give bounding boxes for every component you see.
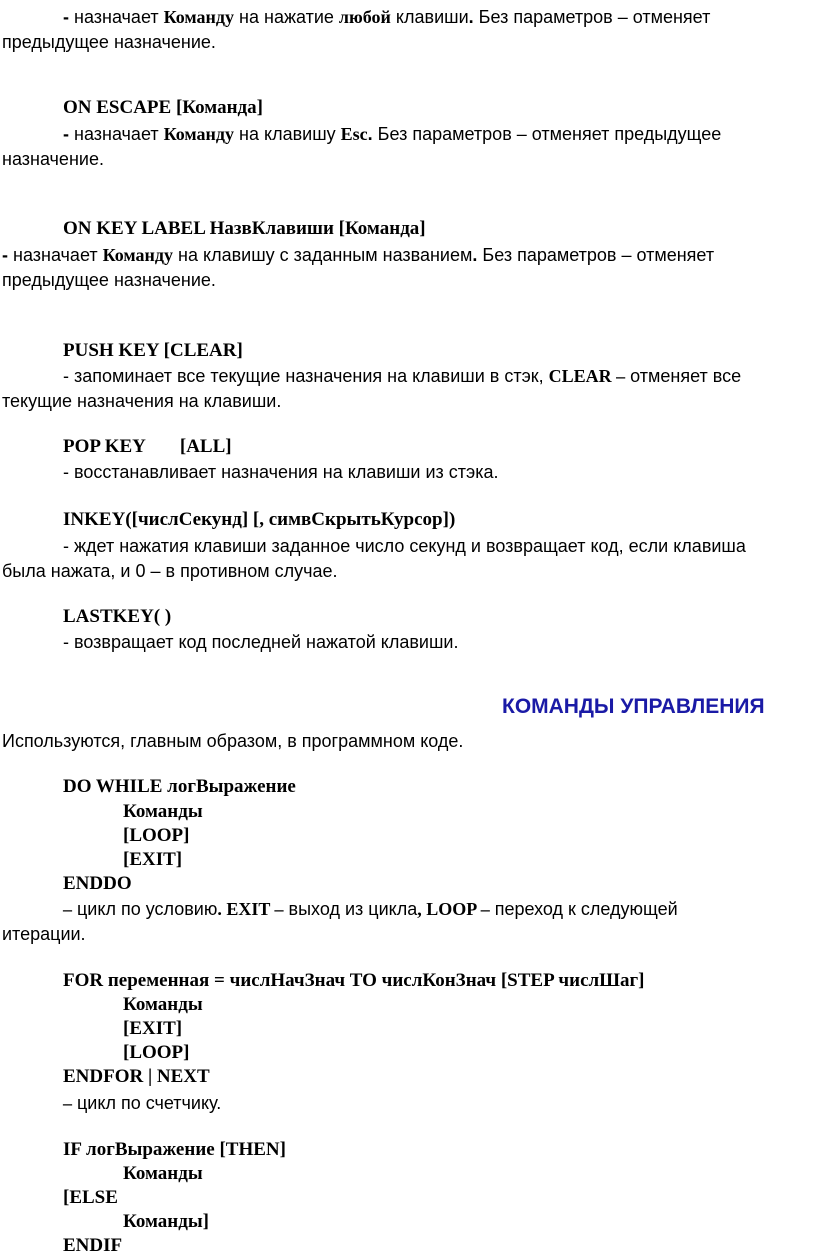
text: Без параметров – отменяет: [473, 7, 711, 27]
command-heading: ON KEY LABEL НазвКлавиши [Команда]: [63, 218, 426, 239]
command-heading: LASTKEY( ): [63, 606, 172, 627]
code-line: [LOOP]: [123, 1042, 190, 1063]
text: .: [468, 7, 474, 27]
text: цикл по условию: [72, 899, 218, 919]
text-line: была нажата, и 0 – в противном случае.: [2, 561, 338, 581]
text: назначает: [74, 7, 164, 27]
keyword: CLEAR –: [548, 366, 626, 386]
keyword: Команду: [163, 7, 235, 27]
text: отменяет все: [625, 366, 742, 386]
command-heading: PUSH KEY [CLEAR]: [63, 340, 243, 361]
text-line: [63, 898, 678, 920]
text-line: предыдущее назначение.: [2, 270, 216, 290]
code-line: ENDFOR | NEXT: [63, 1066, 210, 1087]
code-line: ENDIF: [63, 1235, 123, 1256]
code-line: Команды: [123, 994, 203, 1015]
text: Без параметров – отменяет предыдущее: [372, 124, 722, 144]
text: на нажатие: [234, 7, 339, 27]
text: цикл по счетчику.: [72, 1093, 222, 1113]
text: Без параметров – отменяет: [477, 245, 715, 265]
text-line: предыдущее назначение.: [2, 32, 216, 52]
text-line: - восстанавливает назначения на клавиши из стэка.: [63, 462, 499, 482]
text: клавиши: [390, 7, 469, 27]
text: назначает: [13, 245, 103, 265]
text: назначает: [74, 124, 164, 144]
section-heading: КОМАНДЫ УПРАВЛЕНИЯ: [502, 695, 765, 718]
command-heading: [63, 436, 232, 458]
text-line: Используются, главным образом, в программном коде.: [2, 731, 464, 751]
text-line: назначение.: [2, 149, 104, 169]
code-line: Команды: [123, 801, 203, 822]
code-line: IF логВыражение [THEN]: [63, 1139, 286, 1160]
dash: –: [63, 1093, 72, 1113]
command-heading: INKEY([числСекунд] [, симвСкрытьКурсор]): [63, 509, 456, 530]
dash: –: [63, 899, 72, 919]
code-line: [EXIT]: [123, 849, 183, 870]
text: - запоминает все текущие назначения на клавиши в стэк,: [63, 366, 549, 386]
text: переход к следующей: [489, 899, 678, 919]
keyword: , LOOP –: [417, 899, 490, 919]
keyword: . EXIT –: [217, 899, 284, 919]
command-heading: ON ESCAPE [Команда]: [63, 97, 263, 118]
keyword: любой: [338, 7, 391, 27]
code-line: [LOOP]: [123, 825, 190, 846]
text-line: - возвращает код последней нажатой клавиши.: [63, 632, 459, 652]
text: на клавишу с заданным названием: [173, 245, 473, 265]
code-line: Команды: [123, 1163, 203, 1184]
text-line: итерации.: [2, 924, 86, 944]
code-line: DO WHILE логВыражение: [63, 776, 296, 797]
keyword: Команду: [102, 245, 174, 265]
code-line: FOR переменная = числНачЗнач TO числКонЗнач [STEP числШаг]: [63, 970, 645, 991]
keyword: Esc: [340, 124, 368, 144]
text: .: [472, 245, 478, 265]
text: выход из цикла: [283, 899, 418, 919]
dash: -: [2, 245, 13, 265]
text: на клавишу: [234, 124, 341, 144]
command-name: POP KEY: [63, 436, 146, 457]
text-line: - ждет нажатия клавиши заданное число секунд и возвращает код, если клавиша: [63, 536, 746, 556]
keyword: Команду: [163, 124, 235, 144]
dash: -: [63, 7, 74, 27]
code-line: [EXIT]: [123, 1018, 183, 1039]
text-line: текущие назначения на клавиши.: [2, 391, 282, 411]
dash: -: [63, 124, 74, 144]
text-line: [63, 123, 721, 145]
text-line: [63, 1092, 221, 1114]
command-arg: [ALL]: [179, 436, 232, 457]
code-line: ENDDO: [63, 873, 132, 894]
code-line: Команды]: [123, 1211, 210, 1232]
text: .: [367, 124, 373, 144]
code-line: [ELSE: [63, 1187, 118, 1208]
text-line: [2, 244, 714, 266]
text-line: [63, 6, 710, 28]
text-line: [63, 365, 741, 387]
